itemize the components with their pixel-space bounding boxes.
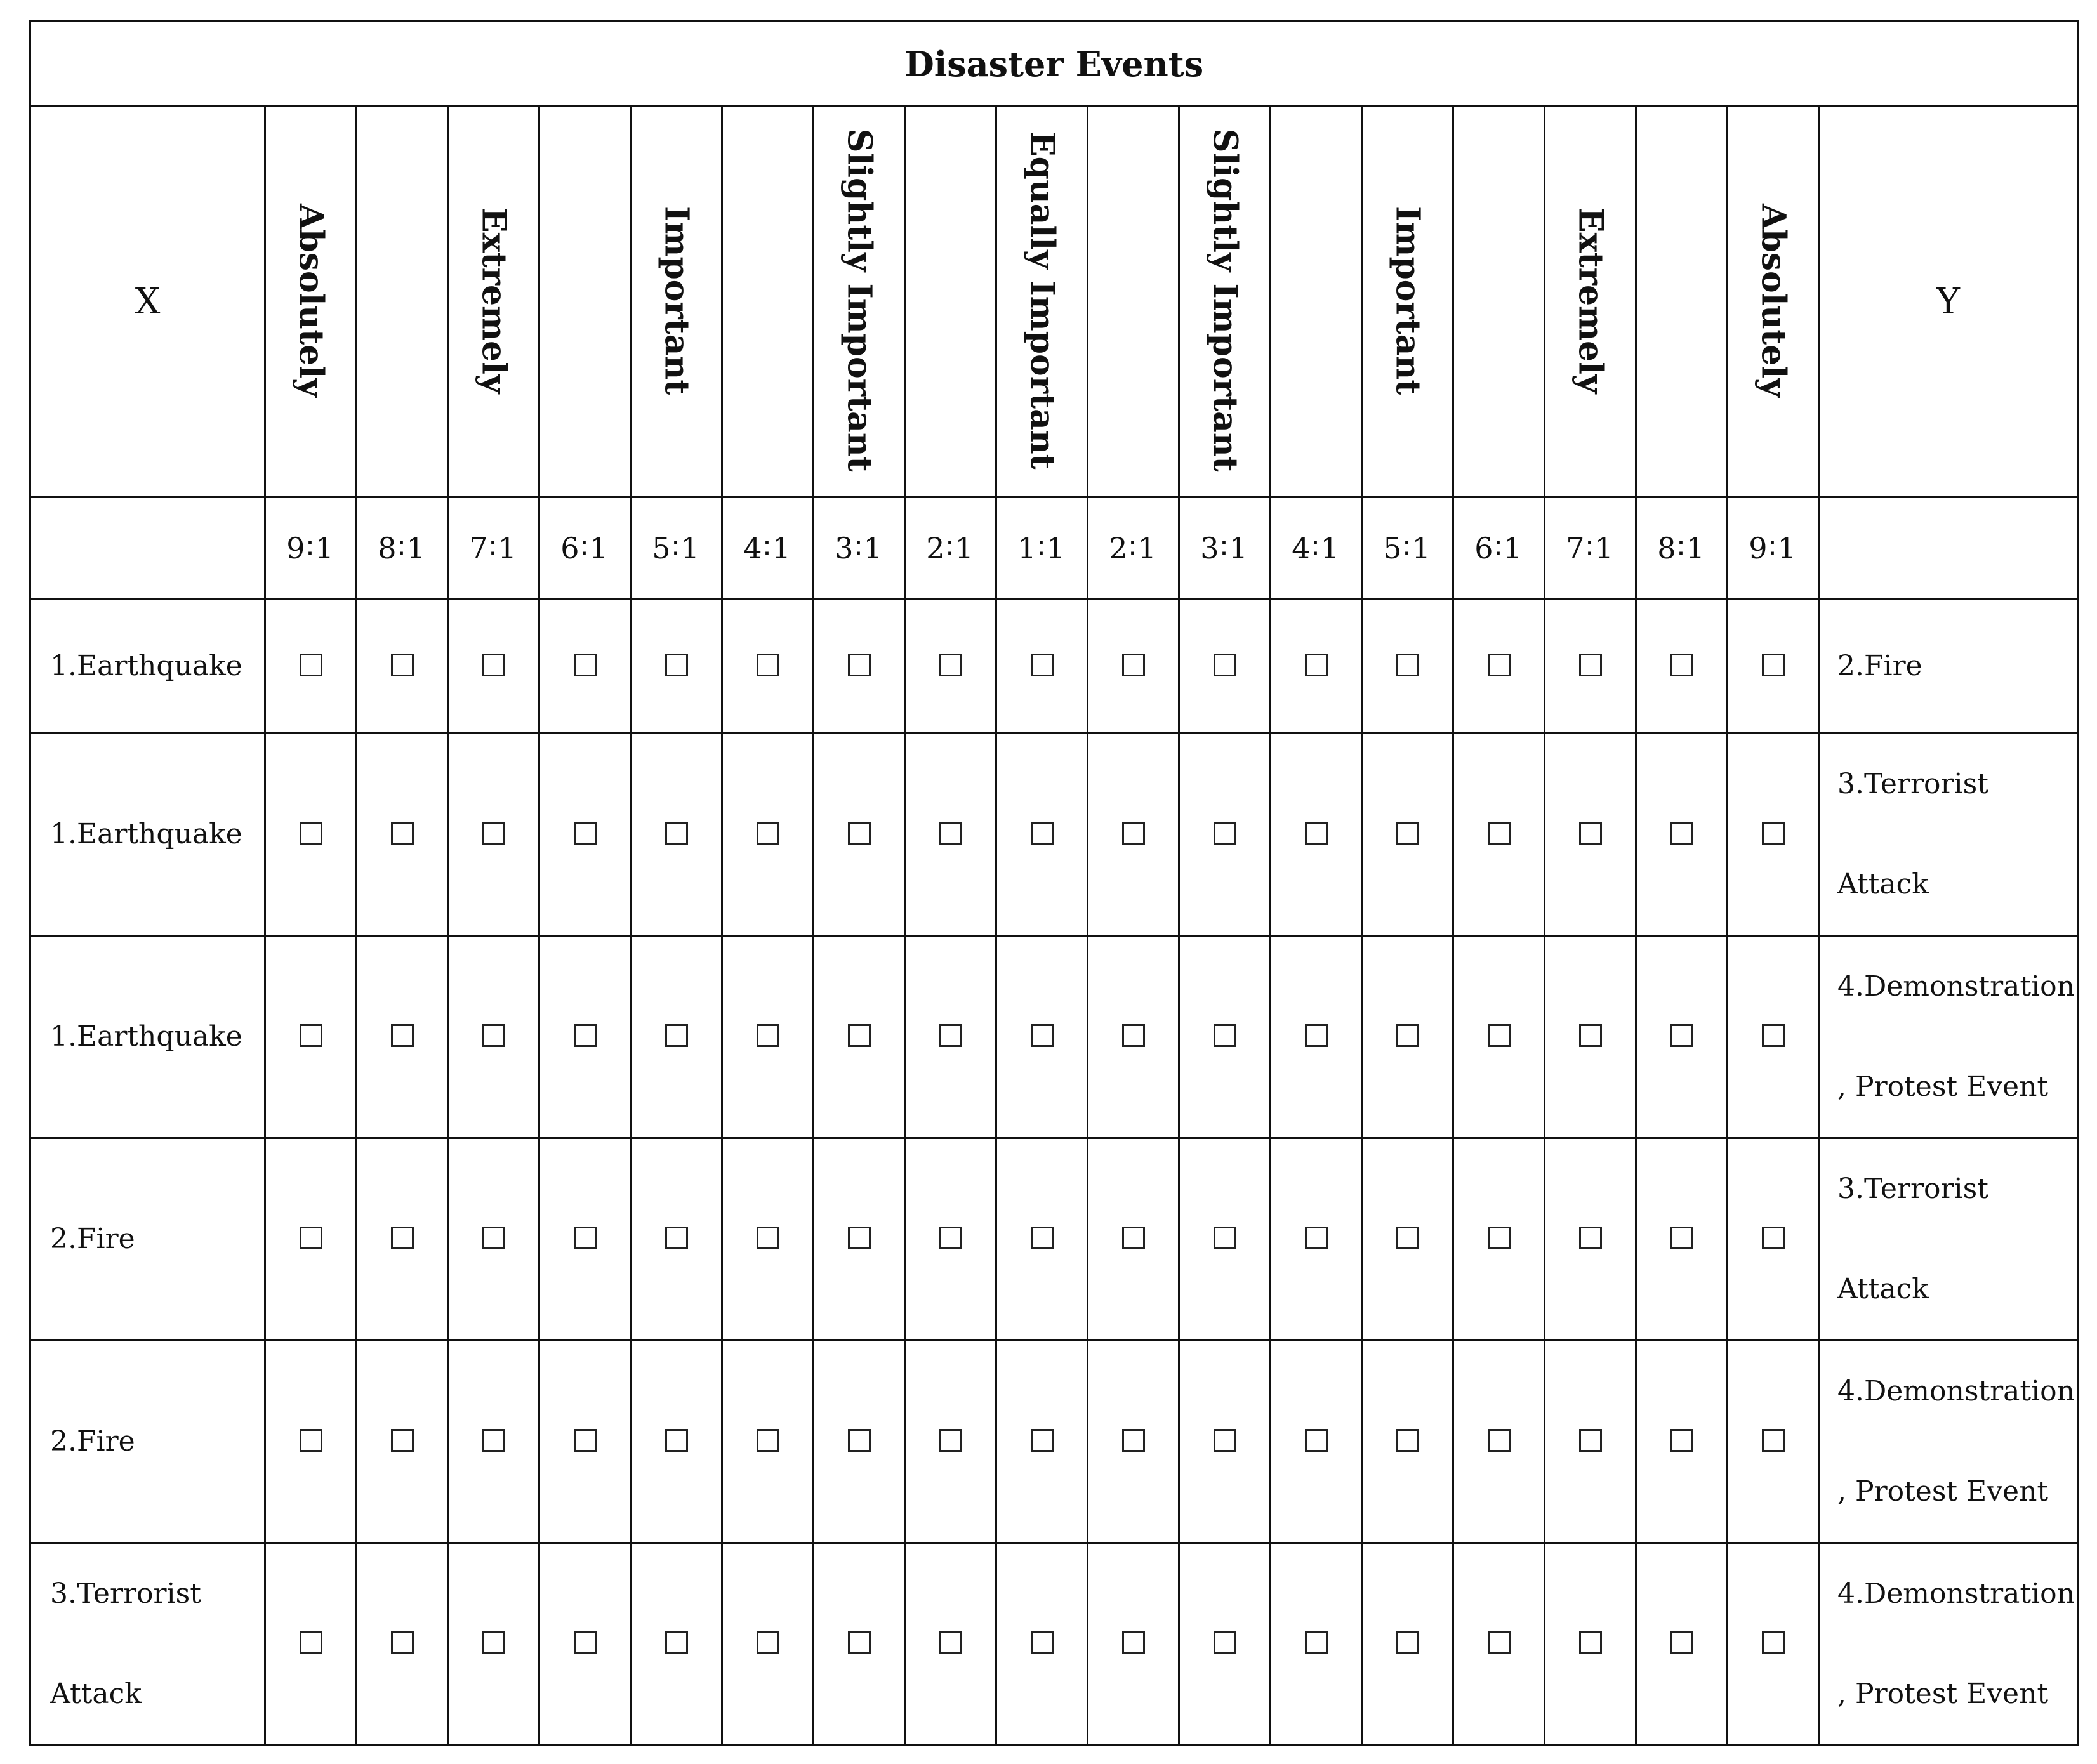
rating-cell[interactable] — [631, 1341, 722, 1543]
rating-checkbox[interactable] — [300, 1429, 322, 1452]
rating-cell[interactable] — [1362, 936, 1453, 1138]
rating-cell[interactable] — [1271, 599, 1362, 734]
criterion-y-label — [1819, 1138, 2078, 1341]
rating-checkbox[interactable] — [1214, 654, 1236, 676]
rating-checkbox[interactable] — [1122, 1227, 1145, 1249]
rating-checkbox[interactable] — [482, 1024, 505, 1047]
rating-cell[interactable] — [996, 936, 1088, 1138]
scale-label-text: Equally Important — [1022, 131, 1062, 470]
rating-checkbox[interactable] — [574, 1429, 597, 1452]
rating-checkbox[interactable] — [300, 822, 322, 845]
rating-checkbox[interactable] — [1488, 822, 1511, 845]
rating-checkbox[interactable] — [391, 1227, 414, 1249]
rating-checkbox[interactable] — [574, 654, 597, 676]
rating-cell[interactable] — [265, 1543, 357, 1746]
rating-checkbox[interactable] — [1214, 1024, 1236, 1047]
rating-checkbox[interactable] — [1031, 822, 1054, 845]
criterion-x-text: 2.Fire — [50, 1223, 135, 1255]
ratio-cell-17: 9∶1 — [1728, 497, 1819, 599]
rating-checkbox[interactable] — [757, 1024, 779, 1047]
criterion-y-text: Attack — [1837, 1273, 1929, 1305]
rating-cell[interactable] — [1179, 1341, 1271, 1543]
criterion-x-label — [30, 599, 265, 734]
rating-cell[interactable] — [905, 1543, 996, 1746]
scale-label-text: Absolutely — [1754, 203, 1793, 398]
rating-cell[interactable] — [722, 936, 814, 1138]
rating-cell[interactable] — [631, 599, 722, 734]
rating-cell[interactable] — [1088, 599, 1179, 734]
comparison-row — [30, 1543, 2078, 1746]
rating-cell[interactable] — [1179, 599, 1271, 734]
rating-cell[interactable] — [1728, 1341, 1819, 1543]
ratio-cell-15: 7∶1 — [1545, 497, 1636, 599]
rating-checkbox[interactable] — [665, 1024, 688, 1047]
rating-checkbox[interactable] — [1031, 1631, 1054, 1654]
rating-checkbox[interactable] — [482, 822, 505, 845]
rating-cell[interactable] — [1545, 599, 1636, 734]
ratio-cell-5: 5∶1 — [631, 497, 722, 599]
scale-label-7 — [814, 107, 905, 497]
scale-label-14 — [1453, 107, 1545, 497]
rating-cell[interactable] — [448, 1138, 539, 1341]
rating-cell[interactable] — [1453, 936, 1545, 1138]
rating-cell[interactable] — [448, 1543, 539, 1746]
scale-label-17 — [1728, 107, 1819, 497]
rating-cell[interactable] — [1362, 1341, 1453, 1543]
pairwise-comparison-table — [29, 20, 2079, 1746]
rating-checkbox[interactable] — [1762, 1429, 1785, 1452]
rating-checkbox[interactable] — [1762, 1631, 1785, 1654]
rating-cell[interactable] — [357, 936, 448, 1138]
ratio-cell-2: 8∶1 — [357, 497, 448, 599]
criterion-x-label — [30, 936, 265, 1138]
scale-label-15 — [1545, 107, 1636, 497]
criterion-x-label — [30, 1138, 265, 1341]
ratio-cell-16: 8∶1 — [1636, 497, 1728, 599]
rating-cell[interactable] — [631, 1543, 722, 1746]
criterion-y-label — [1819, 1543, 2078, 1746]
criterion-y-text: , Protest Event — [1837, 1070, 2049, 1103]
rating-checkbox[interactable] — [1670, 654, 1693, 676]
rating-cell[interactable] — [265, 599, 357, 734]
rating-checkbox[interactable] — [1305, 1631, 1328, 1654]
rating-cell[interactable] — [996, 1341, 1088, 1543]
rating-checkbox[interactable] — [665, 654, 688, 676]
rating-cell[interactable] — [631, 1138, 722, 1341]
rating-checkbox[interactable] — [300, 1227, 322, 1249]
rating-cell[interactable] — [905, 734, 996, 936]
rating-checkbox[interactable] — [1670, 1024, 1693, 1047]
rating-cell[interactable] — [357, 599, 448, 734]
rating-cell[interactable] — [448, 1341, 539, 1543]
rating-checkbox[interactable] — [1579, 1227, 1602, 1249]
ratio-cell-10: 2∶1 — [1088, 497, 1179, 599]
ratio-cell-13: 5∶1 — [1362, 497, 1453, 599]
scale-label-8 — [905, 107, 996, 497]
rating-cell[interactable] — [631, 734, 722, 936]
criterion-y-text: , Protest Event — [1837, 1475, 2049, 1508]
rating-checkbox[interactable] — [391, 1631, 414, 1654]
scale-label-10 — [1088, 107, 1179, 497]
rating-cell[interactable] — [722, 599, 814, 734]
rating-cell[interactable] — [1453, 1543, 1545, 1746]
rating-checkbox[interactable] — [1488, 1429, 1511, 1452]
rating-cell[interactable] — [1453, 734, 1545, 936]
criterion-x-text: Attack — [50, 1678, 142, 1710]
ratio-cell-4: 6∶1 — [539, 497, 631, 599]
criterion-x-text: 1.Earthquake — [50, 818, 242, 850]
rating-checkbox[interactable] — [1305, 822, 1328, 845]
rating-checkbox[interactable] — [1396, 1227, 1419, 1249]
rating-cell[interactable] — [1088, 936, 1179, 1138]
ratio-cell-6: 4∶1 — [722, 497, 814, 599]
rating-checkbox[interactable] — [939, 1429, 962, 1452]
rating-cell[interactable] — [722, 1543, 814, 1746]
rating-cell[interactable] — [905, 599, 996, 734]
rating-checkbox[interactable] — [1762, 1227, 1785, 1249]
rating-cell[interactable] — [265, 1341, 357, 1543]
rating-checkbox[interactable] — [939, 822, 962, 845]
rating-checkbox[interactable] — [482, 1227, 505, 1249]
rating-cell[interactable] — [448, 599, 539, 734]
scale-label-2 — [357, 107, 448, 497]
y-axis-header: Y — [1819, 107, 2078, 497]
ratio-cell-7: 3∶1 — [814, 497, 905, 599]
rating-cell[interactable] — [814, 1543, 905, 1746]
rating-cell[interactable] — [631, 936, 722, 1138]
rating-checkbox[interactable] — [574, 822, 597, 845]
rating-cell[interactable] — [814, 936, 905, 1138]
ratio-cell-8: 2∶1 — [905, 497, 996, 599]
rating-cell[interactable] — [1545, 1138, 1636, 1341]
rating-cell[interactable] — [357, 1341, 448, 1543]
rating-checkbox[interactable] — [300, 1631, 322, 1654]
criterion-y-text: , Protest Event — [1837, 1678, 2049, 1710]
rating-cell[interactable] — [996, 1543, 1088, 1746]
comparison-row — [30, 936, 2078, 1138]
rating-cell[interactable] — [539, 936, 631, 1138]
criterion-y-label — [1819, 599, 2078, 734]
criterion-y-text: 2.Fire — [1837, 649, 1922, 682]
criterion-y-text: 4.Demonstration — [1837, 970, 2075, 1003]
rating-cell[interactable] — [1271, 1341, 1362, 1543]
rating-checkbox[interactable] — [1031, 1227, 1054, 1249]
rating-cell[interactable] — [722, 734, 814, 936]
rating-cell[interactable] — [1453, 1138, 1545, 1341]
rating-checkbox[interactable] — [1122, 822, 1145, 845]
rating-cell[interactable] — [539, 1543, 631, 1746]
rating-cell[interactable] — [1362, 734, 1453, 936]
rating-checkbox[interactable] — [1305, 1429, 1328, 1452]
rating-cell[interactable] — [448, 734, 539, 936]
rating-checkbox[interactable] — [757, 654, 779, 676]
rating-cell[interactable] — [1362, 1543, 1453, 1746]
rating-checkbox[interactable] — [1122, 1429, 1145, 1452]
rating-cell[interactable] — [905, 1341, 996, 1543]
rating-cell[interactable] — [1088, 1138, 1179, 1341]
rating-checkbox[interactable] — [300, 654, 322, 676]
rating-cell[interactable] — [1728, 599, 1819, 734]
rating-checkbox[interactable] — [482, 1631, 505, 1654]
criterion-x-text: 1.Earthquake — [50, 649, 242, 682]
scale-label-5 — [631, 107, 722, 497]
scale-label-3 — [448, 107, 539, 497]
rating-checkbox[interactable] — [757, 822, 779, 845]
scale-label-4 — [539, 107, 631, 497]
rating-checkbox[interactable] — [1579, 1429, 1602, 1452]
rating-checkbox[interactable] — [1396, 654, 1419, 676]
rating-cell[interactable] — [1636, 936, 1728, 1138]
scale-label-text: Absolutely — [291, 203, 331, 398]
rating-cell[interactable] — [1636, 734, 1728, 936]
rating-checkbox[interactable] — [1670, 1631, 1693, 1654]
rating-checkbox[interactable] — [665, 1429, 688, 1452]
rating-checkbox[interactable] — [300, 1024, 322, 1047]
rating-cell[interactable] — [1088, 1543, 1179, 1746]
rating-cell[interactable] — [1545, 1341, 1636, 1543]
rating-checkbox[interactable] — [939, 1631, 962, 1654]
rating-checkbox[interactable] — [1670, 1227, 1693, 1249]
rating-cell[interactable] — [1545, 734, 1636, 936]
scale-label-1 — [265, 107, 357, 497]
scale-label-text: Slightly Important — [840, 129, 879, 472]
rating-cell[interactable] — [539, 734, 631, 936]
rating-checkbox[interactable] — [1670, 1429, 1693, 1452]
rating-checkbox[interactable] — [1488, 1631, 1511, 1654]
criterion-y-label — [1819, 1341, 2078, 1543]
rating-cell[interactable] — [1271, 936, 1362, 1138]
rating-cell[interactable] — [722, 1138, 814, 1341]
rating-checkbox[interactable] — [1122, 1631, 1145, 1654]
rating-checkbox[interactable] — [1305, 1024, 1328, 1047]
rating-checkbox[interactable] — [1579, 1631, 1602, 1654]
rating-checkbox[interactable] — [848, 1631, 871, 1654]
rating-checkbox[interactable] — [1122, 654, 1145, 676]
rating-cell[interactable] — [539, 599, 631, 734]
rating-cell[interactable] — [1728, 1543, 1819, 1746]
comparison-row — [30, 1138, 2078, 1341]
criterion-y-text: 4.Demonstration — [1837, 1577, 2075, 1610]
rating-checkbox[interactable] — [1670, 822, 1693, 845]
rating-cell[interactable] — [1179, 1543, 1271, 1746]
rating-cell[interactable] — [1453, 1341, 1545, 1543]
criterion-x-text: 2.Fire — [50, 1425, 135, 1458]
rating-checkbox[interactable] — [757, 1429, 779, 1452]
rating-checkbox[interactable] — [939, 654, 962, 676]
criterion-x-label — [30, 1341, 265, 1543]
rating-checkbox[interactable] — [665, 822, 688, 845]
ratio-cell-1: 9∶1 — [265, 497, 357, 599]
rating-cell[interactable] — [539, 1341, 631, 1543]
rating-checkbox[interactable] — [848, 654, 871, 676]
rating-cell[interactable] — [1271, 1138, 1362, 1341]
rating-checkbox[interactable] — [848, 1024, 871, 1047]
criterion-y-label — [1819, 734, 2078, 936]
scale-label-11 — [1179, 107, 1271, 497]
rating-cell[interactable] — [1636, 1543, 1728, 1746]
rating-checkbox[interactable] — [939, 1024, 962, 1047]
rating-checkbox[interactable] — [391, 654, 414, 676]
rating-cell[interactable] — [814, 734, 905, 936]
rating-checkbox[interactable] — [1762, 1024, 1785, 1047]
criterion-y-text: 3.Terrorist — [1837, 1173, 1988, 1205]
rating-checkbox[interactable] — [665, 1227, 688, 1249]
rating-checkbox[interactable] — [1214, 1631, 1236, 1654]
rating-cell[interactable] — [1271, 734, 1362, 936]
rating-cell[interactable] — [265, 1138, 357, 1341]
rating-cell[interactable] — [1545, 936, 1636, 1138]
rating-cell[interactable] — [814, 599, 905, 734]
rating-checkbox[interactable] — [391, 1429, 414, 1452]
rating-checkbox[interactable] — [1396, 822, 1419, 845]
scale-label-text: Extremely — [1571, 207, 1610, 394]
rating-cell[interactable] — [1728, 734, 1819, 936]
rating-checkbox[interactable] — [1031, 1024, 1054, 1047]
scale-label-6 — [722, 107, 814, 497]
rating-checkbox[interactable] — [1031, 1429, 1054, 1452]
rating-cell[interactable] — [1179, 1138, 1271, 1341]
scale-label-text: Extremely — [474, 207, 513, 394]
ratio-cell-9: 1∶1 — [996, 497, 1088, 599]
rating-checkbox[interactable] — [1214, 822, 1236, 845]
rating-checkbox[interactable] — [1762, 654, 1785, 676]
rating-cell[interactable] — [357, 1138, 448, 1341]
scale-label-text: Slightly Important — [1205, 129, 1245, 472]
ratio-cell-14: 6∶1 — [1453, 497, 1545, 599]
scale-label-13 — [1362, 107, 1453, 497]
criterion-y-label — [1819, 936, 2078, 1138]
ratio-cell-12: 4∶1 — [1271, 497, 1362, 599]
rating-checkbox[interactable] — [1579, 654, 1602, 676]
rating-cell[interactable] — [357, 1543, 448, 1746]
rating-checkbox[interactable] — [848, 1429, 871, 1452]
criterion-x-label — [30, 1543, 265, 1746]
rating-checkbox[interactable] — [1488, 1227, 1511, 1249]
ratio-row-blank-right — [1819, 497, 2078, 599]
rating-checkbox[interactable] — [1031, 654, 1054, 676]
rating-cell[interactable] — [814, 1341, 905, 1543]
rating-cell[interactable] — [1271, 1543, 1362, 1746]
rating-checkbox[interactable] — [757, 1631, 779, 1654]
rating-checkbox[interactable] — [482, 654, 505, 676]
rating-cell[interactable] — [814, 1138, 905, 1341]
rating-checkbox[interactable] — [1214, 1227, 1236, 1249]
scale-label-text: Important — [1388, 206, 1427, 395]
rating-cell[interactable] — [1088, 734, 1179, 936]
rating-checkbox[interactable] — [1214, 1429, 1236, 1452]
rating-checkbox[interactable] — [939, 1227, 962, 1249]
rating-checkbox[interactable] — [1579, 822, 1602, 845]
rating-checkbox[interactable] — [757, 1227, 779, 1249]
ratio-row-blank-left — [30, 497, 265, 599]
rating-cell[interactable] — [448, 936, 539, 1138]
rating-checkbox[interactable] — [1488, 1024, 1511, 1047]
rating-cell[interactable] — [996, 599, 1088, 734]
comparison-row — [30, 599, 2078, 734]
rating-cell[interactable] — [1362, 1138, 1453, 1341]
x-axis-header: X — [30, 107, 265, 497]
criterion-x-text: 3.Terrorist — [50, 1577, 201, 1610]
rating-checkbox[interactable] — [1396, 1429, 1419, 1452]
rating-cell[interactable] — [1545, 1543, 1636, 1746]
rating-cell[interactable] — [996, 1138, 1088, 1341]
rating-cell[interactable] — [1636, 1138, 1728, 1341]
rating-checkbox[interactable] — [574, 1227, 597, 1249]
rating-cell[interactable] — [1088, 1341, 1179, 1543]
rating-checkbox[interactable] — [574, 1631, 597, 1654]
rating-checkbox[interactable] — [1488, 654, 1511, 676]
scale-label-9 — [996, 107, 1088, 497]
rating-cell[interactable] — [905, 936, 996, 1138]
ratio-cell-11: 3∶1 — [1179, 497, 1271, 599]
ratio-cell-3: 7∶1 — [448, 497, 539, 599]
scale-label-text: Important — [657, 206, 696, 395]
table-title: Disaster Events — [30, 22, 2078, 107]
rating-cell[interactable] — [1179, 936, 1271, 1138]
rating-checkbox[interactable] — [848, 822, 871, 845]
criterion-y-text: Attack — [1837, 868, 1929, 900]
rating-cell[interactable] — [1728, 936, 1819, 1138]
rating-checkbox[interactable] — [1396, 1024, 1419, 1047]
rating-cell[interactable] — [265, 936, 357, 1138]
rating-checkbox[interactable] — [665, 1631, 688, 1654]
rating-checkbox[interactable] — [574, 1024, 597, 1047]
rating-cell[interactable] — [996, 734, 1088, 936]
rating-cell[interactable] — [905, 1138, 996, 1341]
rating-cell[interactable] — [722, 1341, 814, 1543]
rating-cell[interactable] — [265, 734, 357, 936]
rating-cell[interactable] — [1362, 599, 1453, 734]
scale-label-12 — [1271, 107, 1362, 497]
criterion-y-text: 4.Demonstration — [1837, 1375, 2075, 1407]
rating-cell[interactable] — [1636, 1341, 1728, 1543]
criterion-x-label — [30, 734, 265, 936]
rating-cell[interactable] — [1636, 599, 1728, 734]
rating-checkbox[interactable] — [1305, 1227, 1328, 1249]
rating-checkbox[interactable] — [391, 822, 414, 845]
rating-checkbox[interactable] — [1396, 1631, 1419, 1654]
rating-checkbox[interactable] — [482, 1429, 505, 1452]
rating-cell[interactable] — [539, 1138, 631, 1341]
comparison-row — [30, 734, 2078, 936]
rating-checkbox[interactable] — [848, 1227, 871, 1249]
rating-checkbox[interactable] — [1305, 654, 1328, 676]
rating-checkbox[interactable] — [1579, 1024, 1602, 1047]
rating-checkbox[interactable] — [391, 1024, 414, 1047]
rating-cell[interactable] — [1179, 734, 1271, 936]
criterion-y-text: 3.Terrorist — [1837, 768, 1988, 800]
rating-checkbox[interactable] — [1762, 822, 1785, 845]
scale-label-16 — [1636, 107, 1728, 497]
rating-cell[interactable] — [357, 734, 448, 936]
criterion-x-text: 1.Earthquake — [50, 1020, 242, 1053]
rating-cell[interactable] — [1728, 1138, 1819, 1341]
comparison-row — [30, 1341, 2078, 1543]
rating-checkbox[interactable] — [1122, 1024, 1145, 1047]
rating-cell[interactable] — [1453, 599, 1545, 734]
